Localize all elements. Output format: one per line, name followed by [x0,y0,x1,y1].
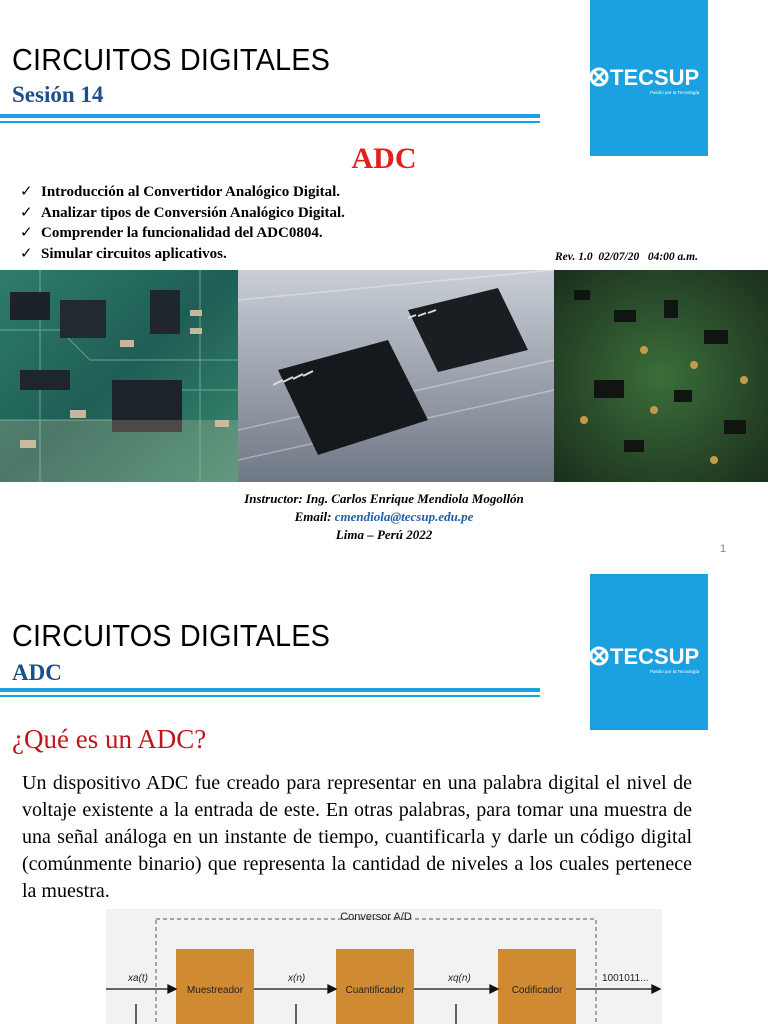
adc-definition: Un dispositivo ADC fue creado para representar en una palabra digital el nivel de voltaje existente a la entrada de este. En otras palabras, para tomar una muestra de una señal análoga en un instante de tiempo, cuantificarla y darle un código digital (comúnmente binario) que representa la cantidad de niveles a los cuales pertenece la muestra. [22,772,692,902]
svg-text:Cuantificador: Cuantificador [345,985,405,996]
page-number: 1 [720,543,727,555]
slide-separator [0,566,768,574]
slide-subtitle: Sesión 14 [12,82,104,107]
list-item: ✓ Comprender la funcionalidad del ADC0804. [20,223,345,244]
pcb-photo-green [0,270,238,482]
svg-text:Codificador: Codificador [511,985,563,996]
ic-chips-photo [238,270,554,482]
check-icon: ✓ [20,225,33,241]
tecsup-logo-banner [590,0,708,156]
email-line: Email: cmendiola@tecsup.edu.pe [294,509,474,524]
input-signal-label: xa(t) [128,973,148,984]
logo-tagline: Pasión por la Tecnología [650,90,700,95]
output-code-label: 1001011... [602,973,649,984]
svg-text:Muestreador: Muestreador [186,985,244,996]
adc-block-diagram [106,909,662,1024]
list-item: ✓ Analizar tipos de Conversión Analógico Digital. [20,203,345,224]
title-rule [0,688,540,692]
slide-subtitle: ADC [12,660,62,685]
check-icon: ✓ [20,184,33,200]
title-rule-thin [0,121,540,123]
quantized-signal-label: xq(n) [448,973,471,984]
slide-title: CIRCUITOS DIGITALES [12,618,331,653]
list-item: ✓ Simular circuitos aplicativos. [20,244,345,265]
sampled-signal-label: x(n) [288,973,306,984]
tecsup-logo-banner [590,574,708,730]
logo-wordmark: TECSUP [610,644,700,669]
dense-pcb-photo [554,270,768,482]
logo-tagline: Pasión por la Tecnología [650,669,700,674]
objectives-list [20,182,345,264]
check-icon: ✓ [20,245,33,262]
topic-heading: ADC [351,142,417,175]
logo-wordmark: TECSUP [610,65,700,90]
frame-label: Conversor A/D [340,911,412,923]
email-link[interactable]: cmendiola@tecsup.edu.pe [334,509,474,524]
title-rule-thin [0,695,540,697]
location-line: Lima – Perú 2022 [335,527,433,542]
list-item: ✓ Introducción al Convertidor Analógico Digital. [20,182,345,203]
revision-info: Rev. 1.0 02/07/20 04:00 a.m. [555,251,698,263]
check-icon: ✓ [20,204,33,221]
slide-2 [0,574,768,1024]
slide-title: CIRCUITOS DIGITALES [12,42,331,77]
question-heading: ¿Qué es un ADC? [12,724,207,754]
instructor-line: Instructor: Ing. Carlos Enrique Mendiola Mogollón [244,491,524,506]
title-rule [0,114,540,118]
